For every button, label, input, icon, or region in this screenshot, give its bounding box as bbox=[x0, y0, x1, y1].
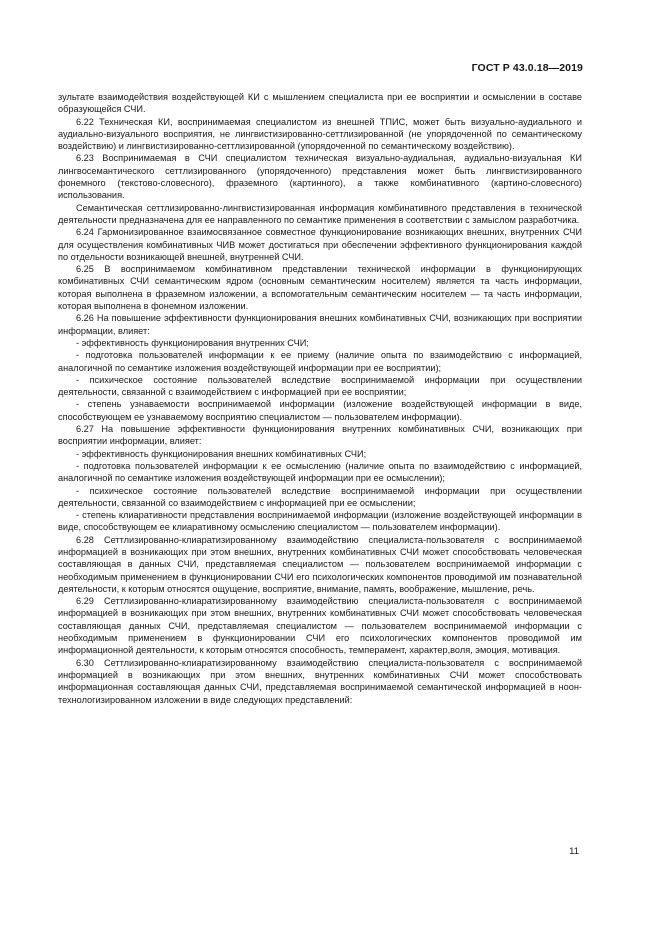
paragraph-6-26: 6.26 На повышение эффективности функционирования внешних комбинативных СЧИ, возникающих при восприятии информации, влияет: bbox=[58, 313, 582, 336]
paragraph-6-22: 6.22 Техническая КИ, воспринимаемая специалистом из внешней ТПИС, может быть визуально-аудиального и аудиально-визуального восприятия, не лингвистизированно-сеттлизированной (не упорядоченной по семантическому воздействию) и лингвистизированно-сеттлизированной (упорядоченной по семантическому воздействию). bbox=[58, 116, 582, 152]
standard-header: ГОСТ Р 43.0.18—2019 bbox=[471, 62, 583, 74]
paragraph-6-23: 6.23 Воспринимаемая в СЧИ специалистом техническая визуально-аудиальная, аудиально-визуальная КИ лингвосемантического сеттлизированного (упорядоченного) представления может быть лингвистизированного фонемного (текстово-словесного), фраземного (картинного), а также комбинативного (картино-словесного) использования. bbox=[58, 153, 582, 201]
list-item: - эффективность функционирования внешних комбинативных СЧИ; bbox=[76, 448, 367, 459]
paragraph-6-29: 6.29 Сеттлизированно-клиаратизированному взаимодействию специалиста-пользователя с воспринимаемой информацией в возникающих при этом внешних, внутренних комбинативных СЧИ может способствовать человеческая составляющая данных СЧИ, представляемая специалистом — пользователем воспринимаемой информации с необходимым применением в функционировании СЧИ его психологических компонентов проводимой им информационной деятельности, к которым относятся способность, темперамент, характер,воля, эмоция, мотивация. bbox=[58, 596, 582, 656]
paragraph-6-24: 6.24 Гармонизированное взаимосвязанное совместное функционирование возникающих внешних, внутренних СЧИ для осуществления комбинативных ЧИВ может достигаться при обеспечении эффективного функционирования каждой по отдельности возникающей внешней, внутренней СЧИ. bbox=[58, 227, 582, 262]
list-item: - степень узнаваемости воспринимаемой информации (изложение воздействующей информации в виде, способствующем ее узнаваемому восприятию специалистом — пользователем информации). bbox=[58, 399, 582, 422]
paragraph-semantic: Семантическая сеттлизированно-лингвистизированная информация комбинативного представления в технической деятельности предназначена для ее направленного по семантике применения в соответствии с замыслом разработчика. bbox=[58, 202, 582, 225]
list-item: - эффективность функционирования внутренних СЧИ; bbox=[76, 337, 309, 348]
paragraph-6-28: 6.28 Сеттлизированно-клиаратизированному взаимодействию специалиста-пользователя с воспринимаемой информацией в возникающих при этом внешних, внутренних комбинативных СЧИ может способствовать человеческая составляющая в данных СЧИ, представляемая специалистом — пользователем воспринимаемой информации с необходимым применением в функционировании СЧИ его психологических компонентов проводимой им познавательной деятельности, к которым относятся ощущение, восприятие, внимание, память, воображение, мышление, речь. bbox=[58, 534, 582, 594]
list-item: - психическое состояние пользователей вследствие воспринимаемой информации при осуществлении деятельности, связанной с взаимодействием с информацией при ее восприятии; bbox=[58, 374, 582, 398]
paragraph-continuation: зультате взаимодействия воздействующей КИ с мышлением специалиста при ее восприятии и осмыслении в составе образующейся СЧИ. bbox=[58, 92, 582, 115]
list-item: - психическое состояние пользователей вследствие воспринимаемой информации при осуществлении деятельности, связанной со взаимодействием с информацией при ее осмыслении; bbox=[58, 485, 582, 508]
paragraph-6-25: 6.25 В воспринимаемом комбинативном представлении технической информации в функционирующих комбинативных СЧИ семантическим ядром (основным семантическим носителем) является та часть информации, которая выполнена в фраземном изложении, а вспомогательным семантическим носителем — та часть информации, которая выполнена в фонемном изложении. bbox=[58, 264, 582, 312]
document-body bbox=[58, 91, 582, 706]
list-item: - подготовка пользователей информации к ее приему (наличие опыта по взаимодействию с информацией, аналогичной по семантике изложения воздействующей информации при ее восприятии); bbox=[58, 350, 582, 373]
list-item: - степень клиаративности представления воспринимаемой информации (изложение воздействующей информации в виде, способствующем ее клиаративному осмыслению специалистом — пользователем информации). bbox=[58, 510, 582, 533]
page-number: 11 bbox=[569, 846, 579, 857]
paragraph-6-30: 6.30 Сеттлизированно-клиаратизированному взаимодействию специалиста-пользователя с воспринимаемой информацией в возникающих при этом внешних, внутренних комбинативных СЧИ может способствовать информационная составляющая данных СЧИ, представляемая воспринимаемой семантической информацией в ноон-технологизированном изложении в виде следующих представлений: bbox=[58, 657, 582, 705]
paragraph-6-27: 6.27 На повышение эффективности функционирования внутренних комбинативных СЧИ, возникающих при восприятии информации, влияет: bbox=[58, 424, 582, 447]
list-item: - подготовка пользователей информации к ее осмыслению (наличие опыта по взаимодействию с информацией, аналогичной по семантике изложения воздействующей информации при ее осмыслении); bbox=[58, 460, 582, 484]
